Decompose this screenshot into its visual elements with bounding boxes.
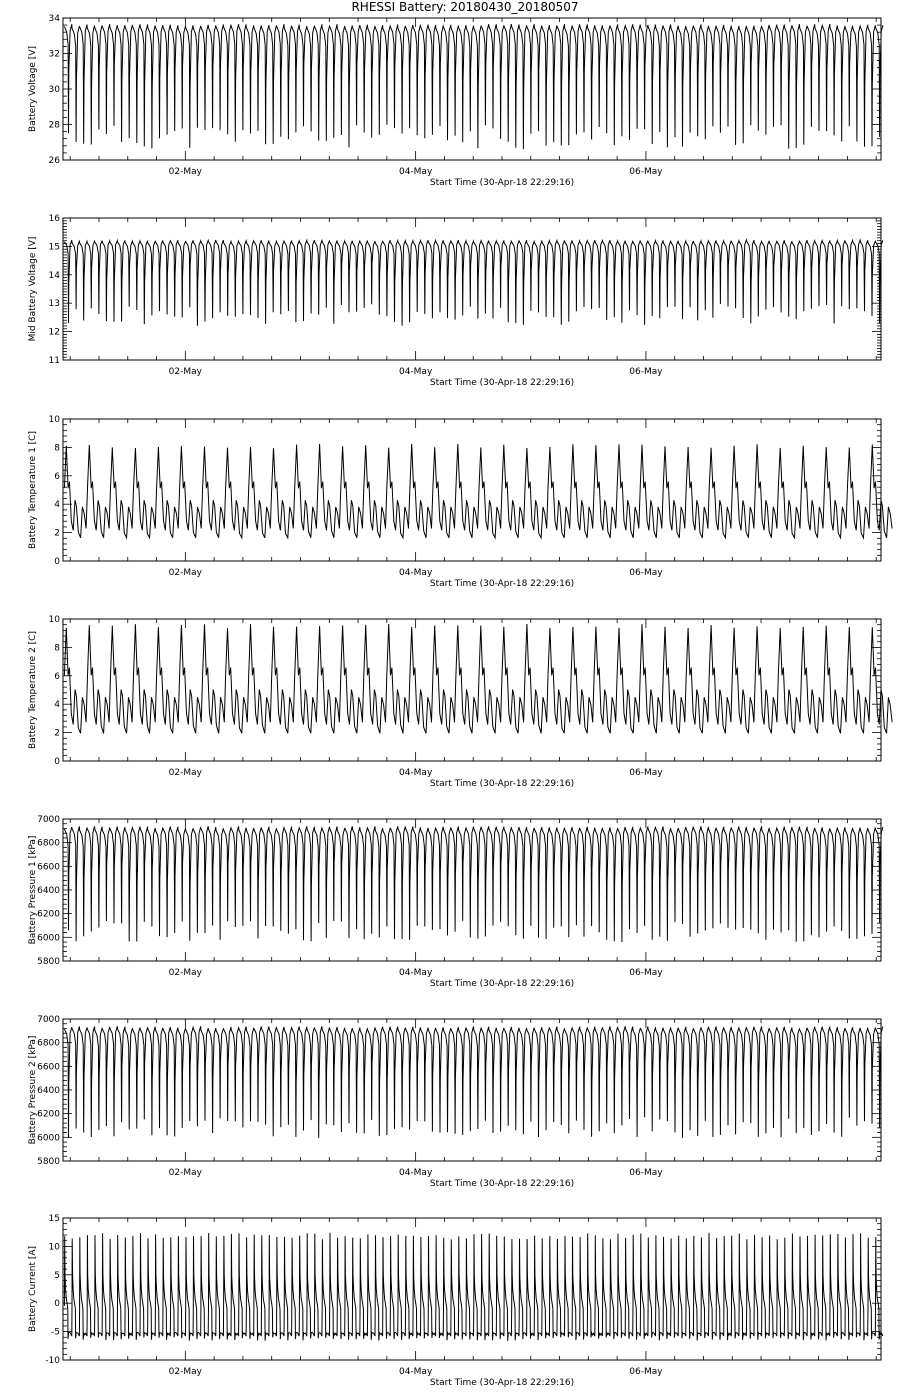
current-y-tick-label: 0 [54,1299,60,1310]
chart-title: RHESSI Battery: 20180430_20180507 [351,0,579,14]
voltage-y-axis-label: Battery Voltage [V] [28,46,38,132]
pressure1-y-tick-label: 6800 [37,838,60,849]
mid-voltage-y-tick-label: 14 [48,270,60,281]
temp2-x-tick-label: 02-May [168,768,202,778]
temp1-y-tick-label: 4 [54,500,60,511]
panel-current [28,1214,883,1388]
temp1-y-tick-label: 0 [54,557,60,567]
current-x-axis-label: Start Time (30-Apr-18 22:29:16) [429,1378,575,1388]
current-y-tick-label: 5 [54,1270,60,1281]
pressure2-x-tick-label: 06-May [629,1168,663,1178]
temp2-series-line [64,624,892,733]
temp1-frame [63,419,881,561]
current-x-tick-label: 02-May [168,1367,202,1377]
temp1-x-tick-label: 04-May [398,568,433,578]
current-y-tick-label: 10 [48,1242,60,1253]
pressure1-y-tick-label: 6400 [37,886,60,896]
temp1-y-axis-label: Battery Temperature 1 [C] [28,431,38,549]
pressure2-y-tick-label: 6400 [37,1086,60,1096]
mid-voltage-y-tick-label: 12 [48,327,60,338]
voltage-y-tick-label: 30 [48,85,60,95]
temp1-series-line [64,444,892,538]
current-y-tick-label: -10 [45,1356,60,1366]
current-y-axis-label: Battery Current [A] [28,1245,38,1333]
mid-voltage-x-axis-label: Start Time (30-Apr-18 22:29:16) [429,378,575,388]
panel-temp2 [28,615,892,789]
mid-voltage-y-axis-label: Mid Battery Voltage [V] [28,236,38,342]
temp1-x-axis-label: Start Time (30-Apr-18 22:29:16) [429,579,575,589]
temp2-x-axis-label: Start Time (30-Apr-18 22:29:16) [429,779,575,789]
current-x-tick-label: 04-May [398,1367,433,1377]
voltage-x-tick-label: 02-May [168,167,202,177]
temp1-x-tick-label: 02-May [168,568,202,578]
pressure2-y-tick-label: 7000 [37,1015,60,1025]
pressure1-x-axis-label: Start Time (30-Apr-18 22:29:16) [429,979,575,989]
temp1-y-tick-label: 10 [48,415,60,425]
pressure2-x-tick-label: 02-May [168,1168,202,1178]
pressure1-y-tick-label: 7000 [37,815,60,825]
temp1-y-tick-label: 6 [54,471,60,482]
mid-voltage-y-tick-label: 11 [48,356,60,366]
pressure2-x-tick-label: 04-May [398,1168,433,1178]
voltage-series-line [64,24,883,149]
temp2-y-tick-label: 8 [54,643,60,654]
current-series-line [64,1233,883,1341]
temp2-y-tick-label: 6 [54,671,60,682]
panels [28,14,892,1388]
current-y-tick-label: -5 [51,1327,60,1338]
pressure1-series-line [64,826,883,942]
pressure2-y-tick-label: 6600 [37,1062,60,1073]
pressure1-y-tick-label: 6600 [37,862,60,873]
panel-mid-voltage [28,214,883,388]
temp2-x-tick-label: 04-May [398,768,433,778]
temp2-x-tick-label: 06-May [629,768,663,778]
voltage-x-tick-label: 06-May [629,167,663,177]
mid-voltage-y-tick-label: 13 [48,299,60,310]
panel-temp1 [28,415,892,589]
pressure2-y-tick-label: 5800 [37,1157,60,1167]
pressure2-x-axis-label: Start Time (30-Apr-18 22:29:16) [429,1179,575,1189]
pressure2-series-line [64,1026,883,1138]
pressure1-y-tick-label: 6200 [37,909,60,920]
pressure1-y-tick-label: 6000 [37,933,60,944]
mid-voltage-x-tick-label: 04-May [398,367,433,377]
mid-voltage-y-tick-label: 16 [48,214,60,224]
pressure2-y-tick-label: 6800 [37,1038,60,1049]
voltage-x-tick-label: 04-May [398,167,433,177]
temp2-y-tick-label: 2 [54,728,60,739]
temp1-x-tick-label: 06-May [629,568,663,578]
temp1-y-tick-label: 8 [54,443,60,454]
pressure2-y-tick-label: 6200 [37,1109,60,1120]
pressure1-x-tick-label: 04-May [398,968,433,978]
panel-pressure1 [28,815,883,989]
mid-voltage-x-tick-label: 06-May [629,367,663,377]
pressure1-y-tick-label: 5800 [37,957,60,967]
mid-voltage-series-line [64,240,883,326]
panel-pressure2 [28,1015,883,1189]
temp1-y-tick-label: 2 [54,528,60,539]
current-x-tick-label: 06-May [629,1367,663,1377]
pressure2-y-tick-label: 6000 [37,1133,60,1144]
mid-voltage-y-tick-label: 15 [48,242,60,253]
mid-voltage-x-tick-label: 02-May [168,367,202,377]
pressure1-y-axis-label: Battery Pressure 1 [kPa] [28,835,38,945]
voltage-y-tick-label: 26 [48,156,60,166]
temp2-y-tick-label: 4 [54,700,60,711]
voltage-y-tick-label: 32 [48,49,60,60]
panel-voltage [28,14,883,188]
temp2-y-tick-label: 10 [48,615,60,625]
temp2-y-tick-label: 0 [54,757,60,767]
current-y-tick-label: 15 [48,1214,60,1224]
voltage-y-tick-label: 28 [48,120,60,131]
temp2-y-axis-label: Battery Temperature 2 [C] [28,631,38,749]
voltage-y-tick-label: 34 [48,14,60,24]
voltage-x-axis-label: Start Time (30-Apr-18 22:29:16) [429,178,575,188]
pressure1-x-tick-label: 02-May [168,968,202,978]
pressure2-y-axis-label: Battery Pressure 2 [kPa] [28,1035,38,1145]
pressure1-x-tick-label: 06-May [629,968,663,978]
